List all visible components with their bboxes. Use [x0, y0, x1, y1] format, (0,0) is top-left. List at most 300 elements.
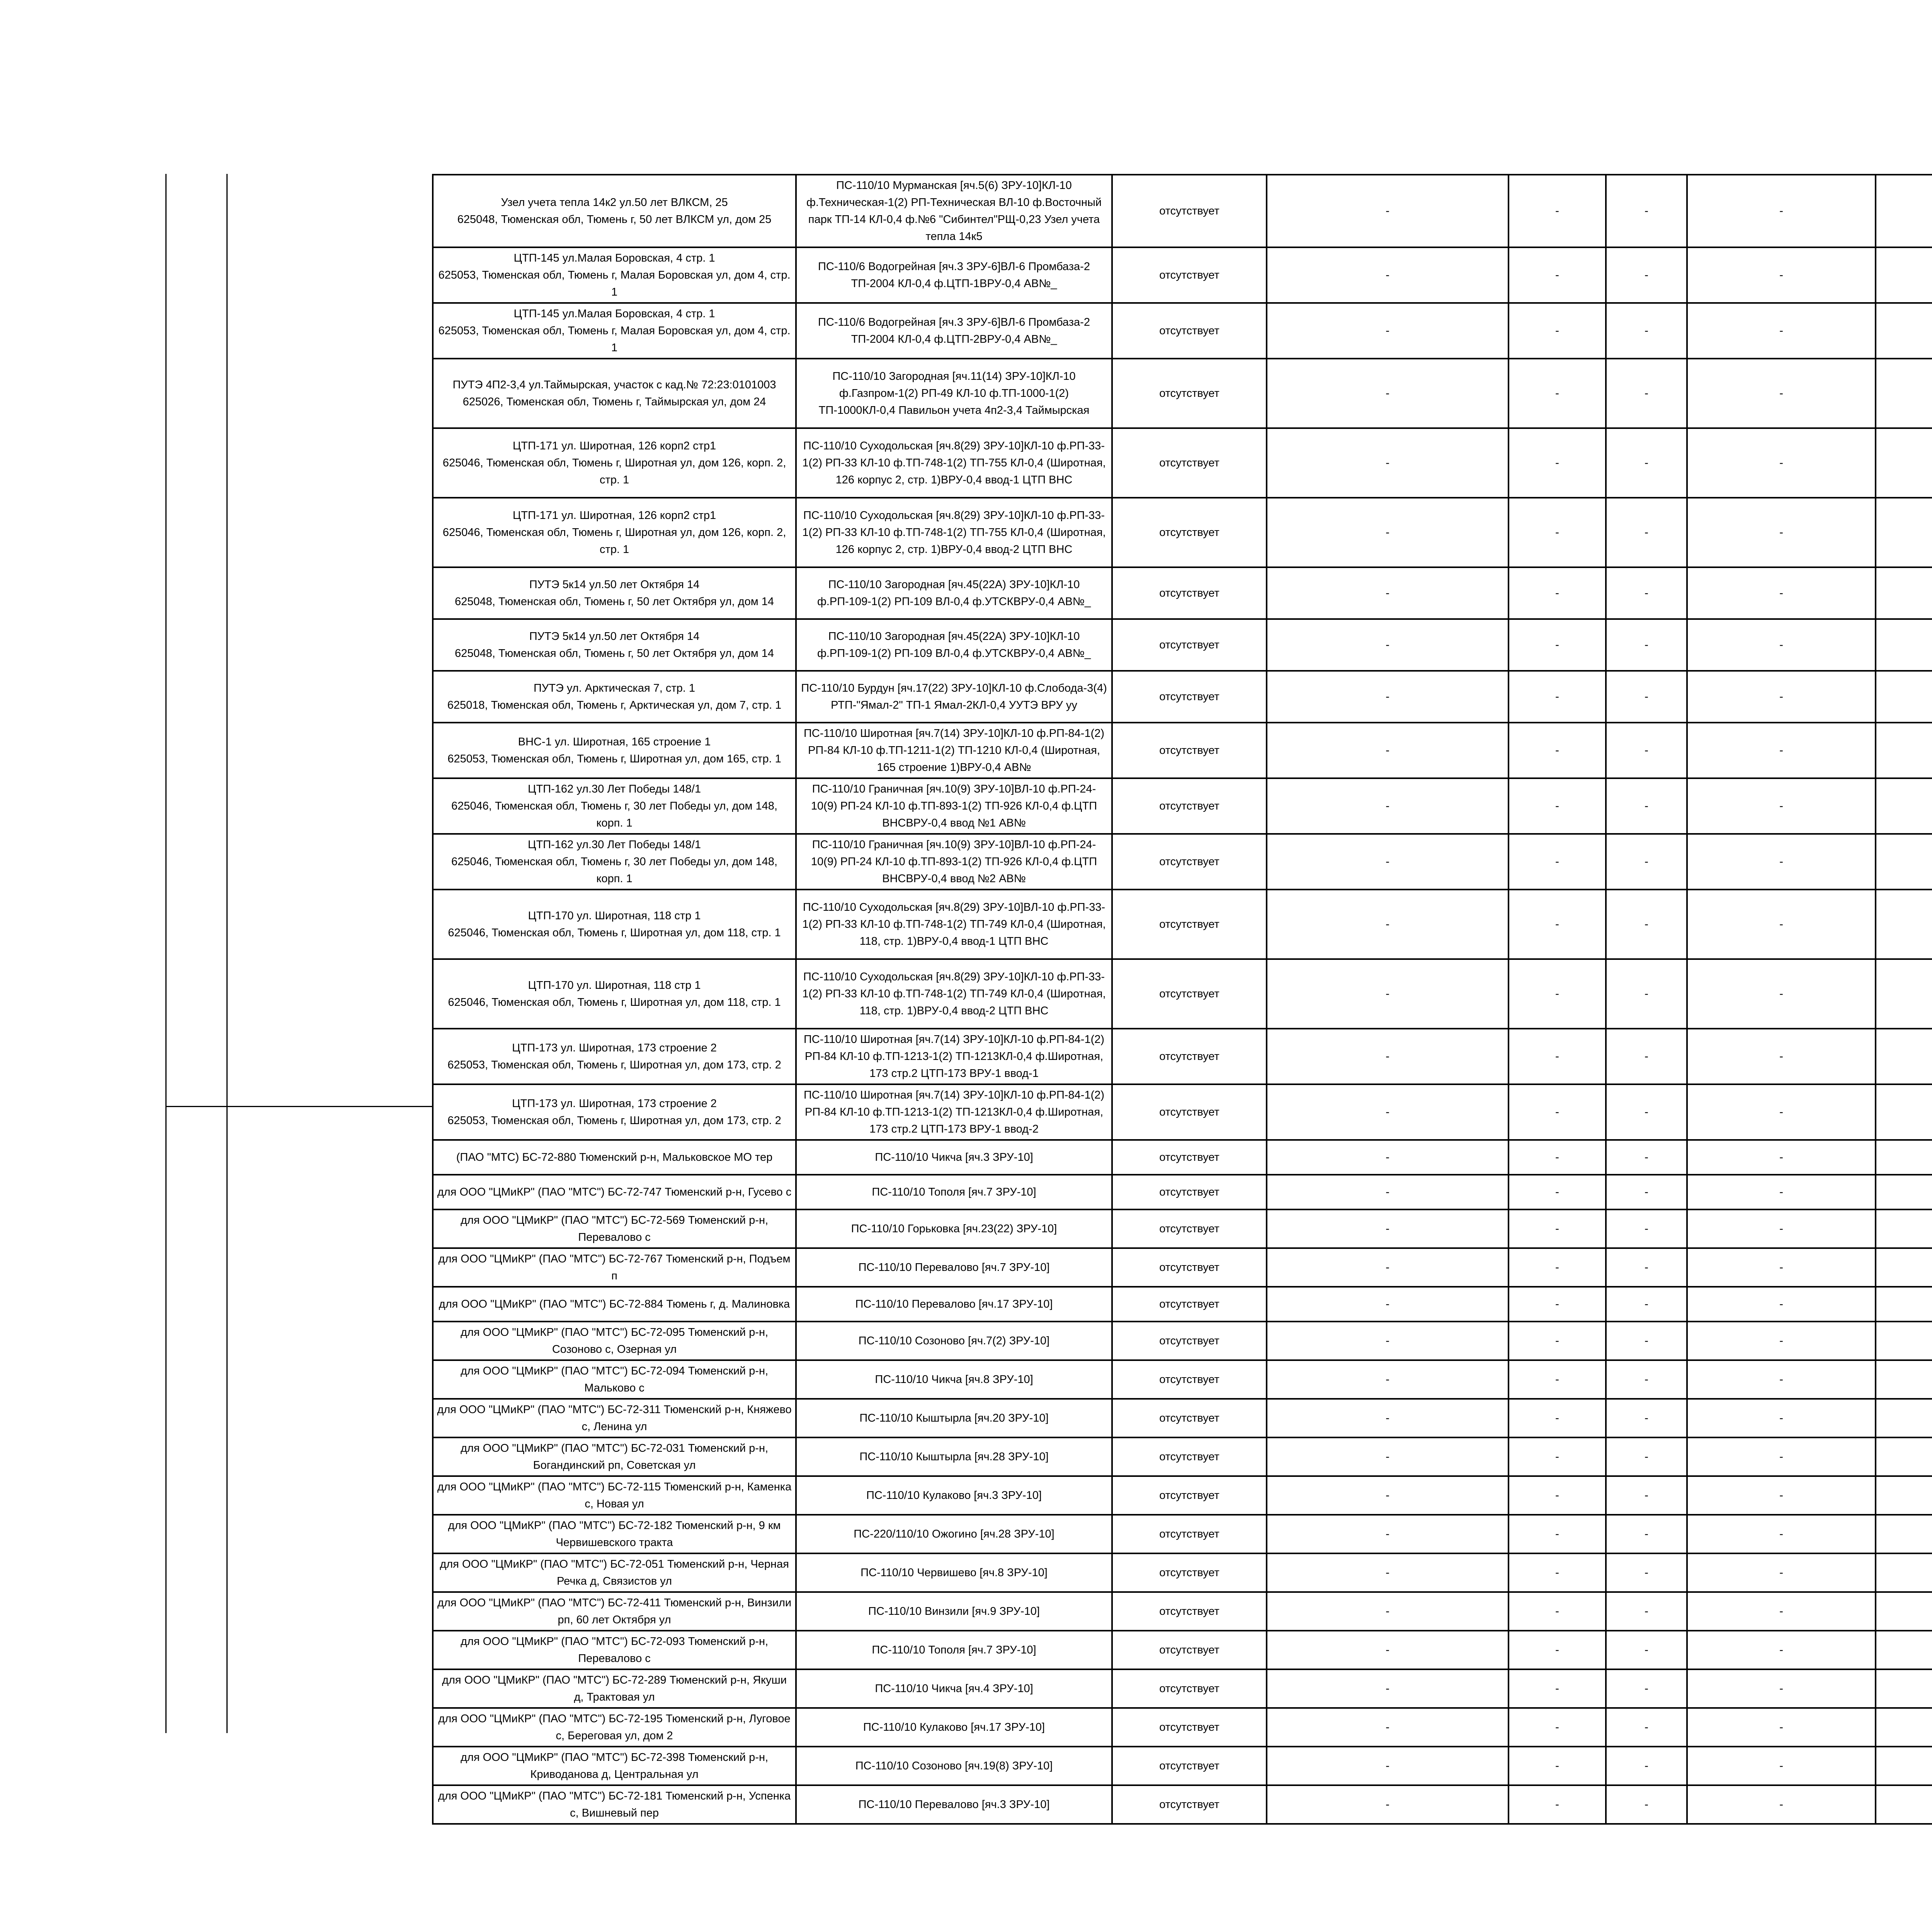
- empty-value-cell: -: [1267, 247, 1509, 303]
- empty-value-cell: -: [1687, 247, 1876, 303]
- connection-cell: ПС-110/10 Чикча [яч.3 ЗРУ-10]: [796, 1140, 1112, 1175]
- empty-value-cell: [1876, 1175, 1932, 1209]
- object-cell: [433, 778, 796, 834]
- empty-value-cell: -: [1606, 834, 1687, 890]
- connection-cell: ПС-110/10 Суходольская [яч.8(29) ЗРУ-10]КЛ-10 ф.РП-33-1(2) РП-33 КЛ-10 ф.ТП-748-1(2) ТП-755 КЛ-0,4 (Широтная, 126 корпус 2, стр. 1)ВРУ-0,4 ввод-1 ЦТП ВНС: [796, 428, 1112, 498]
- empty-value-cell: -: [1509, 890, 1606, 959]
- object-text-line: для ООО "ЦМиКР" (ПАО "МТС") БС-72-747 Тюменский р-н, Гусево с: [437, 1186, 792, 1198]
- empty-value-cell: [1876, 1287, 1932, 1322]
- empty-value-cell: [1876, 303, 1932, 359]
- object-text-line: ЦТП-173 ул. Широтная, 173 строение 2: [512, 1042, 717, 1054]
- empty-value-cell: -: [1267, 671, 1509, 723]
- object-text-line: 625046, Тюменская обл, Тюмень г, Широтная ул, дом 118, стр. 1: [448, 927, 781, 939]
- object-text-line: ПУТЭ 5к14 ул.50 лет Октября 14: [529, 630, 700, 643]
- object-cell: [433, 1029, 796, 1084]
- table-row: [433, 1708, 1932, 1747]
- empty-value-cell: -: [1687, 890, 1876, 959]
- empty-value-cell: -: [1509, 1553, 1606, 1592]
- empty-value-cell: -: [1509, 1437, 1606, 1476]
- empty-value-cell: -: [1687, 1708, 1876, 1747]
- connection-cell: ПС-110/10 Кулаково [яч.3 ЗРУ-10]: [796, 1476, 1112, 1515]
- object-cell: [433, 359, 796, 428]
- status-cell: отсутствует: [1112, 247, 1267, 303]
- empty-value-cell: -: [1687, 778, 1876, 834]
- table-row: [433, 778, 1932, 834]
- empty-value-cell: -: [1267, 1747, 1509, 1785]
- empty-value-cell: [1876, 1553, 1932, 1592]
- empty-value-cell: -: [1606, 1322, 1687, 1360]
- empty-value-cell: -: [1606, 1669, 1687, 1708]
- table-row: [433, 1209, 1932, 1248]
- object-text-line: для ООО "ЦМиКР" (ПАО "МТС") БС-72-094 Тюменский р-н, Мальково с: [460, 1365, 769, 1394]
- empty-value-cell: [1876, 1360, 1932, 1399]
- empty-value-cell: -: [1687, 428, 1876, 498]
- object-cell: [433, 303, 796, 359]
- object-text-line: 625048, Тюменская обл, Тюмень г, 50 лет Октября ул, дом 14: [455, 595, 774, 608]
- object-text-line: ПУТЭ ул. Арктическая 7, стр. 1: [533, 682, 696, 694]
- object-cell: [433, 1399, 796, 1437]
- empty-value-cell: -: [1687, 1360, 1876, 1399]
- object-text-line: 625046, Тюменская обл, Тюмень г, 30 лет Победы ул, дом 148, корп. 1: [451, 800, 777, 829]
- object-text-line: ЦТП-173 ул. Широтная, 173 строение 2: [512, 1097, 717, 1110]
- table-row: [433, 1084, 1932, 1140]
- connection-cell: ПС-110/10 Червишево [яч.8 ЗРУ-10]: [796, 1553, 1112, 1592]
- empty-value-cell: -: [1687, 1248, 1876, 1287]
- status-cell: отсутствует: [1112, 1476, 1267, 1515]
- connection-cell: ПС-110/6 Водогрейная [яч.3 ЗРУ-6]ВЛ-6 Промбаза-2 ТП-2004 КЛ-0,4 ф.ЦТП-1ВРУ-0,4 АВ№_: [796, 247, 1112, 303]
- object-text-line: ЦТП-171 ул. Широтная, 126 корп2 стр1: [512, 440, 716, 452]
- empty-value-cell: -: [1687, 1322, 1876, 1360]
- connection-cell: ПС-110/6 Водогрейная [яч.3 ЗРУ-6]ВЛ-6 Промбаза-2 ТП-2004 КЛ-0,4 ф.ЦТП-2ВРУ-0,4 АВ№_: [796, 303, 1112, 359]
- empty-value-cell: [1876, 1631, 1932, 1669]
- object-cell: [433, 1140, 796, 1175]
- empty-value-cell: -: [1509, 1592, 1606, 1631]
- object-cell: [433, 175, 796, 247]
- object-text-line: ЦТП-162 ул.30 Лет Победы 148/1: [528, 839, 701, 851]
- empty-value-cell: [1876, 890, 1932, 959]
- status-cell: отсутствует: [1112, 1029, 1267, 1084]
- connection-cell: ПС-110/10 Чикча [яч.8 ЗРУ-10]: [796, 1360, 1112, 1399]
- status-cell: отсутствует: [1112, 890, 1267, 959]
- empty-value-cell: -: [1509, 359, 1606, 428]
- table-row: [433, 723, 1932, 778]
- empty-value-cell: -: [1606, 1747, 1687, 1785]
- empty-value-cell: [1876, 1437, 1932, 1476]
- empty-value-cell: -: [1509, 1785, 1606, 1824]
- empty-value-cell: -: [1606, 303, 1687, 359]
- section-divider-line: [165, 1106, 433, 1107]
- object-text-line: 625046, Тюменская обл, Тюмень г, Широтная ул, дом 118, стр. 1: [448, 996, 781, 1009]
- object-cell: [433, 1360, 796, 1399]
- table-row: [433, 1747, 1932, 1785]
- status-cell: отсутствует: [1112, 834, 1267, 890]
- empty-value-cell: -: [1267, 303, 1509, 359]
- empty-value-cell: -: [1509, 959, 1606, 1029]
- table-row: [433, 498, 1932, 567]
- connection-cell: ПС-110/10 Бурдун [яч.17(22) ЗРУ-10]КЛ-10 ф.Слобода-3(4) РТП-"Ямал-2" ТП-1 Ямал-2КЛ-0,4 УУТЭ ВРУ уу: [796, 671, 1112, 723]
- empty-value-cell: [1876, 498, 1932, 567]
- empty-value-cell: -: [1267, 1029, 1509, 1084]
- empty-value-cell: -: [1509, 1029, 1606, 1084]
- connection-cell: ПС-110/10 Тополя [яч.7 ЗРУ-10]: [796, 1631, 1112, 1669]
- object-cell: [433, 1287, 796, 1322]
- object-text-line: для ООО "ЦМиКР" (ПАО "МТС") БС-72-411 Тюменский р-н, Винзили рп, 60 лет Октября ул: [437, 1597, 792, 1626]
- empty-value-cell: [1876, 619, 1932, 671]
- status-cell: отсутствует: [1112, 1515, 1267, 1553]
- status-cell: отсутствует: [1112, 1553, 1267, 1592]
- empty-value-cell: -: [1687, 1553, 1876, 1592]
- empty-value-cell: -: [1509, 1399, 1606, 1437]
- object-cell: [433, 1515, 796, 1553]
- status-cell: отсутствует: [1112, 723, 1267, 778]
- empty-value-cell: -: [1267, 959, 1509, 1029]
- status-cell: отсутствует: [1112, 1708, 1267, 1747]
- object-text-line: ЦТП-170 ул. Широтная, 118 стр 1: [528, 979, 701, 992]
- status-cell: отсутствует: [1112, 1592, 1267, 1631]
- table-row: [433, 834, 1932, 890]
- object-text-line: 625053, Тюменская обл, Тюмень г, Малая Боровская ул, дом 4, стр. 1: [438, 269, 791, 298]
- empty-value-cell: [1876, 175, 1932, 247]
- connection-cell: ПС-110/10 Загородная [яч.45(22А) ЗРУ-10]КЛ-10 ф.РП-109-1(2) РП-109 ВЛ-0,4 ф.УТСКВРУ-0,4 АВ№_: [796, 567, 1112, 619]
- connection-cell: ПС-110/10 Широтная [яч.7(14) ЗРУ-10]КЛ-10 ф.РП-84-1(2) РП-84 КЛ-10 ф.ТП-1213-1(2) ТП-1213КЛ-0,4 ф.Широтная, 173 стр.2 ЦТП-173 ВРУ-1 ввод-2: [796, 1084, 1112, 1140]
- empty-value-cell: -: [1687, 498, 1876, 567]
- connection-cell: ПС-110/10 Широтная [яч.7(14) ЗРУ-10]КЛ-10 ф.РП-84-1(2) РП-84 КЛ-10 ф.ТП-1211-1(2) ТП-1210 КЛ-0,4 (Широтная, 165 строение 1)ВРУ-0,4 АВ№: [796, 723, 1112, 778]
- empty-value-cell: -: [1267, 1248, 1509, 1287]
- object-text-line: для ООО "ЦМиКР" (ПАО "МТС") БС-72-884 Тюмень г, д. Малиновка: [439, 1298, 790, 1310]
- empty-value-cell: -: [1606, 1084, 1687, 1140]
- status-cell: отсутствует: [1112, 671, 1267, 723]
- connection-cell: ПС-110/10 Кыштырла [яч.20 ЗРУ-10]: [796, 1399, 1112, 1437]
- connection-cell: ПС-220/110/10 Ожогино [яч.28 ЗРУ-10]: [796, 1515, 1112, 1553]
- table-row: [433, 1140, 1932, 1175]
- object-text-line: ПУТЭ 5к14 ул.50 лет Октября 14: [529, 578, 700, 591]
- empty-value-cell: -: [1687, 671, 1876, 723]
- status-cell: отсутствует: [1112, 1175, 1267, 1209]
- table-row: [433, 1029, 1932, 1084]
- status-cell: отсутствует: [1112, 1209, 1267, 1248]
- table-row: [433, 959, 1932, 1029]
- object-text-line: 625046, Тюменская обл, Тюмень г, Широтная ул, дом 126, корп. 2, стр. 1: [442, 526, 786, 556]
- empty-value-cell: [1876, 1140, 1932, 1175]
- empty-value-cell: -: [1509, 303, 1606, 359]
- empty-value-cell: -: [1509, 428, 1606, 498]
- object-text-line: для ООО "ЦМиКР" (ПАО "МТС") БС-72-095 Тюменский р-н, Созоново с, Озерная ул: [460, 1326, 769, 1356]
- empty-value-cell: -: [1509, 175, 1606, 247]
- object-text-line: 625048, Тюменская обл, Тюмень г, 50 лет Октября ул, дом 14: [455, 647, 774, 660]
- status-cell: отсутствует: [1112, 567, 1267, 619]
- empty-value-cell: -: [1509, 1515, 1606, 1553]
- status-cell: отсутствует: [1112, 619, 1267, 671]
- connection-cell: ПС-110/10 Загородная [яч.45(22А) ЗРУ-10]КЛ-10 ф.РП-109-1(2) РП-109 ВЛ-0,4 ф.УТСКВРУ-0,4 АВ№_: [796, 619, 1112, 671]
- object-text-line: для ООО "ЦМиКР" (ПАО "МТС") БС-72-182 Тюменский р-н, 9 км Червишевского тракта: [448, 1519, 781, 1549]
- object-text-line: 625053, Тюменская обл, Тюмень г, Широтная ул, дом 173, стр. 2: [447, 1114, 781, 1127]
- empty-value-cell: -: [1687, 1669, 1876, 1708]
- status-cell: отсутствует: [1112, 1785, 1267, 1824]
- empty-value-cell: [1876, 834, 1932, 890]
- empty-value-cell: [1876, 428, 1932, 498]
- empty-value-cell: -: [1687, 303, 1876, 359]
- empty-value-cell: [1876, 778, 1932, 834]
- empty-value-cell: [1876, 1747, 1932, 1785]
- empty-value-cell: -: [1606, 567, 1687, 619]
- empty-value-cell: -: [1687, 1140, 1876, 1175]
- table-row: [433, 359, 1932, 428]
- table-row: [433, 671, 1932, 723]
- object-text-line: для ООО "ЦМиКР" (ПАО "МТС") БС-72-115 Тюменский р-н, Каменка с, Новая ул: [437, 1481, 792, 1510]
- empty-value-cell: [1876, 723, 1932, 778]
- connection-cell: ПС-110/10 Чикча [яч.4 ЗРУ-10]: [796, 1669, 1112, 1708]
- empty-value-cell: [1876, 1476, 1932, 1515]
- empty-value-cell: -: [1267, 1437, 1509, 1476]
- empty-value-cell: [1876, 247, 1932, 303]
- empty-value-cell: -: [1267, 1476, 1509, 1515]
- empty-value-cell: -: [1687, 175, 1876, 247]
- object-text-line: 625026, Тюменская обл, Тюмень г, Таймырская ул, дом 24: [463, 396, 766, 408]
- object-cell: [433, 890, 796, 959]
- empty-value-cell: -: [1267, 359, 1509, 428]
- empty-value-cell: -: [1606, 175, 1687, 247]
- status-cell: отсутствует: [1112, 1322, 1267, 1360]
- object-text-line: ВНС-1 ул. Широтная, 165 строение 1: [518, 736, 711, 748]
- status-cell: отсутствует: [1112, 1669, 1267, 1708]
- object-cell: [433, 1209, 796, 1248]
- empty-value-cell: [1876, 1209, 1932, 1248]
- table-row: [433, 1437, 1932, 1476]
- status-cell: отсутствует: [1112, 303, 1267, 359]
- empty-value-cell: -: [1509, 619, 1606, 671]
- object-text-line: для ООО "ЦМиКР" (ПАО "МТС") БС-72-398 Тюменский р-н, Криводанова д, Центральная ул: [460, 1751, 769, 1781]
- empty-value-cell: -: [1687, 1476, 1876, 1515]
- table-row: [433, 1515, 1932, 1553]
- empty-value-cell: [1876, 1248, 1932, 1287]
- table-row: [433, 619, 1932, 671]
- empty-value-cell: -: [1606, 1248, 1687, 1287]
- object-cell: [433, 959, 796, 1029]
- table-row: [433, 1476, 1932, 1515]
- empty-value-cell: [1876, 359, 1932, 428]
- connection-cell: ПС-110/10 Горьковка [яч.23(22) ЗРУ-10]: [796, 1209, 1112, 1248]
- object-text-line: 625046, Тюменская обл, Тюмень г, 30 лет Победы ул, дом 148, корп. 1: [451, 856, 777, 885]
- empty-value-cell: -: [1267, 1322, 1509, 1360]
- object-cell: [433, 567, 796, 619]
- object-cell: [433, 1631, 796, 1669]
- object-text-line: ЦТП-162 ул.30 Лет Победы 148/1: [528, 783, 701, 795]
- status-cell: отсутствует: [1112, 1360, 1267, 1399]
- empty-value-cell: -: [1687, 1592, 1876, 1631]
- object-text-line: 625053, Тюменская обл, Тюмень г, Малая Боровская ул, дом 4, стр. 1: [438, 325, 791, 354]
- status-cell: отсутствует: [1112, 1437, 1267, 1476]
- connection-cell: ПС-110/10 Суходольская [яч.8(29) ЗРУ-10]КЛ-10 ф.РП-33-1(2) РП-33 КЛ-10 ф.ТП-748-1(2) ТП-749 КЛ-0,4 (Широтная, 118, стр. 1)ВРУ-0,4 ввод-2 ЦТП ВНС: [796, 959, 1112, 1029]
- empty-value-cell: -: [1267, 1515, 1509, 1553]
- empty-value-cell: -: [1687, 1747, 1876, 1785]
- empty-value-cell: -: [1267, 1175, 1509, 1209]
- empty-value-cell: [1876, 1785, 1932, 1824]
- status-cell: отсутствует: [1112, 1747, 1267, 1785]
- empty-value-cell: -: [1267, 1785, 1509, 1824]
- empty-value-cell: -: [1509, 778, 1606, 834]
- empty-value-cell: -: [1267, 1708, 1509, 1747]
- object-cell: [433, 1553, 796, 1592]
- connection-cell: ПС-110/10 Созоново [яч.19(8) ЗРУ-10]: [796, 1747, 1112, 1785]
- empty-value-cell: -: [1267, 890, 1509, 959]
- object-cell: [433, 834, 796, 890]
- data-table: [432, 174, 1932, 1825]
- object-text-line: для ООО "ЦМиКР" (ПАО "МТС") БС-72-289 Тюменский р-н, Якуши д, Трактовая ул: [442, 1674, 787, 1703]
- connection-cell: ПС-110/10 Граничная [яч.10(9) ЗРУ-10]ВЛ-10 ф.РП-24-10(9) РП-24 КЛ-10 ф.ТП-893-1(2) ТП-926 КЛ-0,4 ф.ЦТП ВНСВРУ-0,4 ввод №1 АВ№: [796, 778, 1112, 834]
- empty-value-cell: -: [1267, 1360, 1509, 1399]
- object-text-line: для ООО "ЦМиКР" (ПАО "МТС") БС-72-569 Тюменский р-н, Перевалово с: [460, 1214, 769, 1243]
- empty-value-cell: -: [1509, 1669, 1606, 1708]
- table-row: [433, 1399, 1932, 1437]
- empty-value-cell: -: [1267, 498, 1509, 567]
- empty-value-cell: -: [1606, 498, 1687, 567]
- object-cell: [433, 247, 796, 303]
- connection-cell: ПС-110/10 Кыштырла [яч.28 ЗРУ-10]: [796, 1437, 1112, 1476]
- empty-value-cell: -: [1509, 1287, 1606, 1322]
- empty-value-cell: -: [1606, 1175, 1687, 1209]
- status-cell: отсутствует: [1112, 959, 1267, 1029]
- object-cell: [433, 723, 796, 778]
- empty-value-cell: -: [1267, 778, 1509, 834]
- object-text-line: Узел учета тепла 14к2 ул.50 лет ВЛКСМ, 25: [501, 196, 728, 209]
- empty-value-cell: -: [1267, 428, 1509, 498]
- empty-value-cell: -: [1687, 723, 1876, 778]
- empty-value-cell: [1876, 1592, 1932, 1631]
- connection-cell: ПС-110/10 Суходольская [яч.8(29) ЗРУ-10]КЛ-10 ф.РП-33-1(2) РП-33 КЛ-10 ф.ТП-748-1(2) ТП-755 КЛ-0,4 (Широтная, 126 корпус 2, стр. 1)ВРУ-0,4 ввод-2 ЦТП ВНС: [796, 498, 1112, 567]
- object-cell: [433, 1708, 796, 1747]
- empty-value-cell: -: [1606, 1399, 1687, 1437]
- object-cell: [433, 1248, 796, 1287]
- status-cell: отсутствует: [1112, 778, 1267, 834]
- empty-value-cell: [1876, 1029, 1932, 1084]
- empty-value-cell: -: [1267, 1553, 1509, 1592]
- connection-cell: ПС-110/10 Мурманская [яч.5(6) ЗРУ-10]КЛ-10 ф.Техническая-1(2) РП-Техническая ВЛ-10 ф.Восточный парк ТП-14 КЛ-0,4 ф.№6 "Сибинтел"РЩ-0,23 Узел учета тепла 14к5: [796, 175, 1112, 247]
- object-text-line: для ООО "ЦМиКР" (ПАО "МТС") БС-72-767 Тюменский р-н, Подъем п: [438, 1253, 791, 1282]
- empty-value-cell: [1876, 1708, 1932, 1747]
- empty-value-cell: -: [1606, 1140, 1687, 1175]
- object-cell: [433, 1175, 796, 1209]
- empty-value-cell: -: [1267, 834, 1509, 890]
- table-row: [433, 1631, 1932, 1669]
- left-frame-line-2: [226, 174, 228, 1733]
- status-cell: отсутствует: [1112, 1248, 1267, 1287]
- empty-value-cell: -: [1509, 498, 1606, 567]
- status-cell: отсутствует: [1112, 1084, 1267, 1140]
- object-text-line: для ООО "ЦМиКР" (ПАО "МТС") БС-72-093 Тюменский р-н, Перевалово с: [460, 1635, 769, 1665]
- connection-cell: ПС-110/10 Граничная [яч.10(9) ЗРУ-10]ВЛ-10 ф.РП-24-10(9) РП-24 КЛ-10 ф.ТП-893-1(2) ТП-926 КЛ-0,4 ф.ЦТП ВНСВРУ-0,4 ввод №2 АВ№: [796, 834, 1112, 890]
- empty-value-cell: [1876, 1399, 1932, 1437]
- object-cell: [433, 671, 796, 723]
- empty-value-cell: -: [1606, 1553, 1687, 1592]
- object-text-line: для ООО "ЦМиКР" (ПАО "МТС") БС-72-051 Тюменский р-н, Черная Речка д, Связистов ул: [440, 1558, 789, 1587]
- empty-value-cell: [1876, 1322, 1932, 1360]
- object-cell: [433, 619, 796, 671]
- empty-value-cell: -: [1267, 723, 1509, 778]
- object-text-line: для ООО "ЦМиКР" (ПАО "МТС") БС-72-031 Тюменский р-н, Богандинский рп, Советская ул: [460, 1442, 769, 1471]
- connection-cell: ПС-110/10 Винзили [яч.9 ЗРУ-10]: [796, 1592, 1112, 1631]
- empty-value-cell: -: [1687, 1209, 1876, 1248]
- empty-value-cell: -: [1509, 1140, 1606, 1175]
- connection-cell: ПС-110/10 Созоново [яч.7(2) ЗРУ-10]: [796, 1322, 1112, 1360]
- empty-value-cell: -: [1687, 1399, 1876, 1437]
- object-cell: [433, 1476, 796, 1515]
- empty-value-cell: -: [1509, 1248, 1606, 1287]
- empty-value-cell: -: [1687, 359, 1876, 428]
- object-cell: [433, 428, 796, 498]
- status-cell: отсутствует: [1112, 498, 1267, 567]
- status-cell: отсутствует: [1112, 1631, 1267, 1669]
- empty-value-cell: -: [1606, 428, 1687, 498]
- empty-value-cell: -: [1509, 567, 1606, 619]
- left-frame-line-1: [165, 174, 167, 1733]
- empty-value-cell: -: [1687, 619, 1876, 671]
- object-text-line: ЦТП-171 ул. Широтная, 126 корп2 стр1: [512, 509, 716, 522]
- empty-value-cell: -: [1687, 834, 1876, 890]
- connection-cell: ПС-110/10 Перевалово [яч.3 ЗРУ-10]: [796, 1785, 1112, 1824]
- table-row: [433, 1322, 1932, 1360]
- empty-value-cell: -: [1509, 834, 1606, 890]
- empty-value-cell: -: [1606, 959, 1687, 1029]
- empty-value-cell: -: [1687, 1175, 1876, 1209]
- object-text-line: 625053, Тюменская обл, Тюмень г, Широтная ул, дом 173, стр. 2: [447, 1059, 781, 1071]
- status-cell: отсутствует: [1112, 1287, 1267, 1322]
- object-cell: [433, 1437, 796, 1476]
- empty-value-cell: -: [1606, 1592, 1687, 1631]
- empty-value-cell: -: [1687, 1084, 1876, 1140]
- empty-value-cell: -: [1606, 1437, 1687, 1476]
- empty-value-cell: -: [1606, 1515, 1687, 1553]
- empty-value-cell: -: [1509, 1360, 1606, 1399]
- empty-value-cell: -: [1687, 1437, 1876, 1476]
- table-row: [433, 1287, 1932, 1322]
- empty-value-cell: -: [1267, 1084, 1509, 1140]
- empty-value-cell: -: [1606, 671, 1687, 723]
- empty-value-cell: -: [1687, 1515, 1876, 1553]
- table-body: [433, 175, 1932, 1824]
- object-text-line: (ПАО "МТС) БС-72-880 Тюменский р-н, Мальковское МО тер: [456, 1151, 773, 1163]
- empty-value-cell: -: [1509, 1209, 1606, 1248]
- table-row: [433, 1553, 1932, 1592]
- status-cell: отсутствует: [1112, 175, 1267, 247]
- table-row: [433, 428, 1932, 498]
- object-text-line: ЦТП-145 ул.Малая Боровская, 4 стр. 1: [514, 308, 715, 320]
- empty-value-cell: -: [1509, 247, 1606, 303]
- status-cell: отсутствует: [1112, 1399, 1267, 1437]
- object-text-line: 625018, Тюменская обл, Тюмень г, Арктическая ул, дом 7, стр. 1: [447, 699, 782, 711]
- empty-value-cell: -: [1509, 1476, 1606, 1515]
- empty-value-cell: -: [1267, 1631, 1509, 1669]
- object-cell: [433, 1084, 796, 1140]
- empty-value-cell: -: [1509, 1084, 1606, 1140]
- object-cell: [433, 498, 796, 567]
- empty-value-cell: [1876, 567, 1932, 619]
- empty-value-cell: -: [1267, 1669, 1509, 1708]
- empty-value-cell: -: [1267, 1287, 1509, 1322]
- empty-value-cell: -: [1267, 619, 1509, 671]
- empty-value-cell: -: [1687, 1029, 1876, 1084]
- connection-cell: ПС-110/10 Перевалово [яч.17 ЗРУ-10]: [796, 1287, 1112, 1322]
- empty-value-cell: -: [1606, 1029, 1687, 1084]
- object-cell: [433, 1785, 796, 1824]
- empty-value-cell: -: [1509, 723, 1606, 778]
- empty-value-cell: -: [1267, 1592, 1509, 1631]
- empty-value-cell: -: [1509, 1631, 1606, 1669]
- empty-value-cell: -: [1687, 1631, 1876, 1669]
- object-cell: [433, 1592, 796, 1631]
- object-text-line: ЦТП-170 ул. Широтная, 118 стр 1: [528, 910, 701, 922]
- object-text-line: 625046, Тюменская обл, Тюмень г, Широтная ул, дом 126, корп. 2, стр. 1: [442, 457, 786, 486]
- table-row: [433, 303, 1932, 359]
